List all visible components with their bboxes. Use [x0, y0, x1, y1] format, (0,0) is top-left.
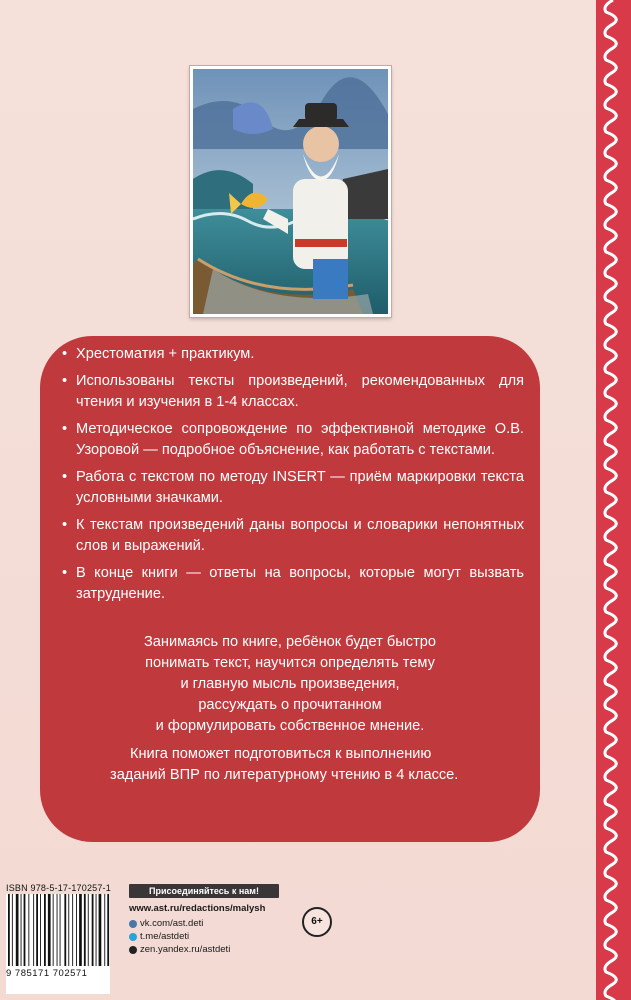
social-links [129, 903, 265, 956]
feature-item: • К текстам произведений даны вопросы и словарики непонятных слов и выражений. [62, 517, 524, 554]
feature-item: • В конце книги — ответы на вопросы, которые могут вызвать затруднение. [62, 565, 524, 602]
barcode-bar [79, 894, 82, 966]
description-line: и формулировать собственное мнение. [155, 718, 425, 734]
feature-item: • Хрестоматия + практикум. [62, 346, 255, 362]
barcode-bar [76, 894, 77, 966]
website-link[interactable]: www.ast.ru/redactions/malysh [129, 903, 266, 914]
barcode-bar [16, 894, 19, 966]
description-paragraph [60, 632, 520, 737]
feature-item: • Использованы тексты произведений, рекомендованных для чтения и изучения в 1-4 классах. [62, 373, 524, 410]
social-link-text: vk.com/ast.deti [140, 918, 204, 929]
barcode-bar [104, 894, 105, 966]
barcode-bar [68, 894, 69, 966]
social-link-telegram[interactable] [129, 930, 265, 943]
barcode-number: 9 785171 702571 [6, 966, 110, 979]
barcode-bar [44, 894, 46, 966]
social-link-zen[interactable] [129, 943, 265, 956]
zen-icon [129, 946, 137, 954]
barcode-bar [24, 894, 26, 966]
barcode-bar [92, 894, 94, 966]
feature-item: • Методическое сопровождение по эффективной методике О.В. Узоровой — подробное объяснение, как работать с текстами. [62, 421, 524, 458]
social-link-text: zen.yandex.ru/astdeti [140, 944, 231, 955]
barcode-bar [64, 894, 66, 966]
feature-item: • Работа с текстом по методу INSERT — приём маркировки текста условными значками. [62, 469, 524, 506]
barcode-bar [21, 894, 22, 966]
description-line: и главную мысль произведения, [180, 676, 400, 692]
barcode-bar [57, 894, 58, 966]
barcode-bar [72, 894, 73, 966]
summary-paragraph [110, 744, 520, 786]
summary-line: заданий ВПР по литературному чтению в 4 классе. [110, 767, 459, 783]
feature-list [62, 344, 524, 611]
barcode-bar [28, 894, 29, 966]
social-link-text: t.me/astdeti [140, 931, 190, 942]
barcode-bar [36, 894, 38, 966]
barcode-bar [12, 894, 13, 966]
description-line: Занимаясь по книге, ребёнок будет быстро [143, 634, 436, 650]
barcode-bar [96, 894, 97, 966]
info-panel [40, 336, 540, 842]
join-us-label: Присоединяйтесь к нам! [129, 884, 279, 898]
barcode-bar [33, 894, 34, 966]
cover-illustration [190, 66, 391, 317]
isbn-text: ISBN 978-5-17-170257-1 [6, 883, 111, 893]
telegram-icon [129, 933, 137, 941]
vk-icon [129, 920, 137, 928]
barcode-bar [60, 894, 61, 966]
decorative-ribbon [596, 0, 631, 1000]
barcode-bar [48, 894, 51, 966]
description-line: рассуждать о прочитанном [198, 697, 382, 713]
barcode-bar [99, 894, 102, 966]
summary-line: Книга поможет подготовиться к выполнению [130, 746, 432, 762]
barcode-bar [40, 894, 41, 966]
barcode-bar [88, 894, 89, 966]
description-line: понимать текст, научится определять тему [145, 655, 435, 671]
social-link-vk[interactable] [129, 917, 265, 930]
age-rating-badge: 6+ [302, 907, 332, 937]
barcode-bar [8, 894, 10, 966]
barcode-bar [53, 894, 54, 966]
barcode [6, 894, 110, 994]
barcode-bar [84, 894, 86, 966]
barcode-bar [107, 894, 109, 966]
